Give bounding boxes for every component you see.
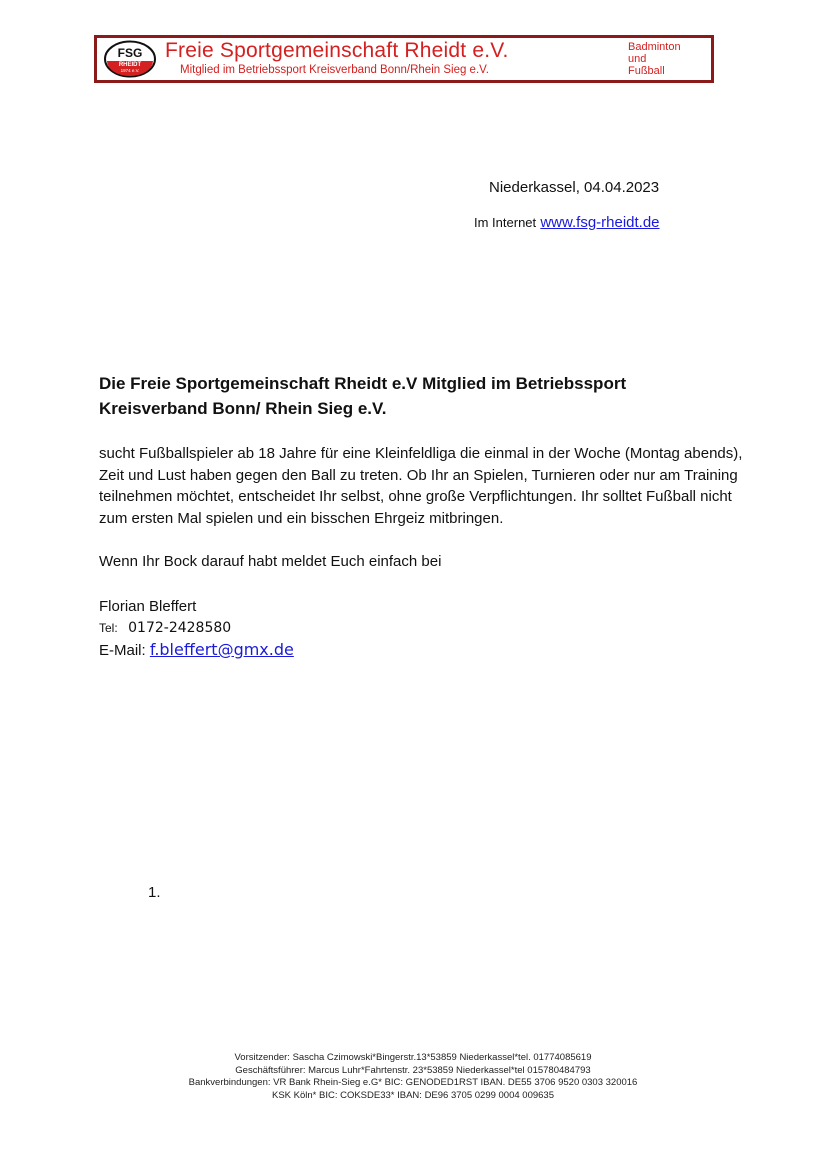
crest-text-bottom: 1974 e.V. xyxy=(120,68,140,73)
list-marker: 1. xyxy=(148,884,161,901)
website-link[interactable]: www.fsg-rheidt.de xyxy=(540,214,660,231)
sport-line-1: Badminton xyxy=(628,41,681,53)
contact-name: Florian Bleffert xyxy=(99,598,197,615)
crest-text-band: RHEIDT xyxy=(118,62,142,68)
footer-managing-director: Geschäftsführer: Marcus Luhr*Fahrtenstr. 23*53859 Niederkassel*tel 015780484793 xyxy=(235,1064,591,1076)
letter-body: sucht Fußballspieler ab 18 Jahre für eine Kleinfeldliga die einmal in der Woche (Montag abends), Zeit und Lust haben gegen den Ball zu treten. Ob Ihr an Spielen, Turnieren oder nur am Training teilnehmen möchtet, entscheidet Ihr selbst, ohne große Verpflichtungen. Ihr solltet Fußball nicht zum ersten Mal spielen und ein bisschen Ehrgeiz mitbringen. xyxy=(99,445,743,527)
club-membership: Mitglied im Betriebssport Kreisverband Bonn/Rhein Sieg e.V. xyxy=(180,64,489,76)
call-to-action: Wenn Ihr Bock darauf habt meldet Euch einfach bei xyxy=(99,553,442,570)
phone-value: 0172-2428580 xyxy=(128,620,232,636)
place-date: Niederkassel, 04.04.2023 xyxy=(489,179,660,196)
footer-chairman: Vorsitzender: Sascha Czimowski*Bingerstr.13*53859 Niederkassel*tel. 01774085619 xyxy=(234,1052,592,1063)
email-link[interactable]: f.bleffert@gmx.de xyxy=(149,640,294,659)
phone-label: Tel: xyxy=(99,621,118,635)
email-label: E-Mail: xyxy=(99,642,146,659)
contact-phone xyxy=(99,619,231,637)
sport-line-2: und xyxy=(628,53,647,65)
footer-bank-ksk: KSK Köln* BIC: COKSDE33* IBAN: DE96 3705 0299 0004 009635 xyxy=(271,1089,554,1101)
letterhead xyxy=(94,35,714,83)
contact-email xyxy=(99,640,294,659)
fsg-club-crest-icon xyxy=(103,40,157,78)
footer xyxy=(0,1052,826,1102)
club-name: Freie Sportgemeinschaft Rheidt e.V. xyxy=(165,39,509,62)
crest-text-top: FSG xyxy=(117,46,143,60)
club-sports xyxy=(628,41,681,77)
letter-heading: Die Freie Sportgemeinschaft Rheidt e.V Mitglied im Betriebssport Kreisverband Bonn/ Rhein Sieg e.V. xyxy=(99,374,627,418)
internet-label: Im Internet xyxy=(474,215,537,230)
footer-bank-vr: Bankverbindungen: VR Bank Rhein-Sieg e.G* BIC: GENODED1RST IBAN. DE55 3706 9520 0303 320016 xyxy=(188,1077,638,1088)
internet-line xyxy=(474,214,660,231)
sport-line-3: Fußball xyxy=(628,65,665,77)
